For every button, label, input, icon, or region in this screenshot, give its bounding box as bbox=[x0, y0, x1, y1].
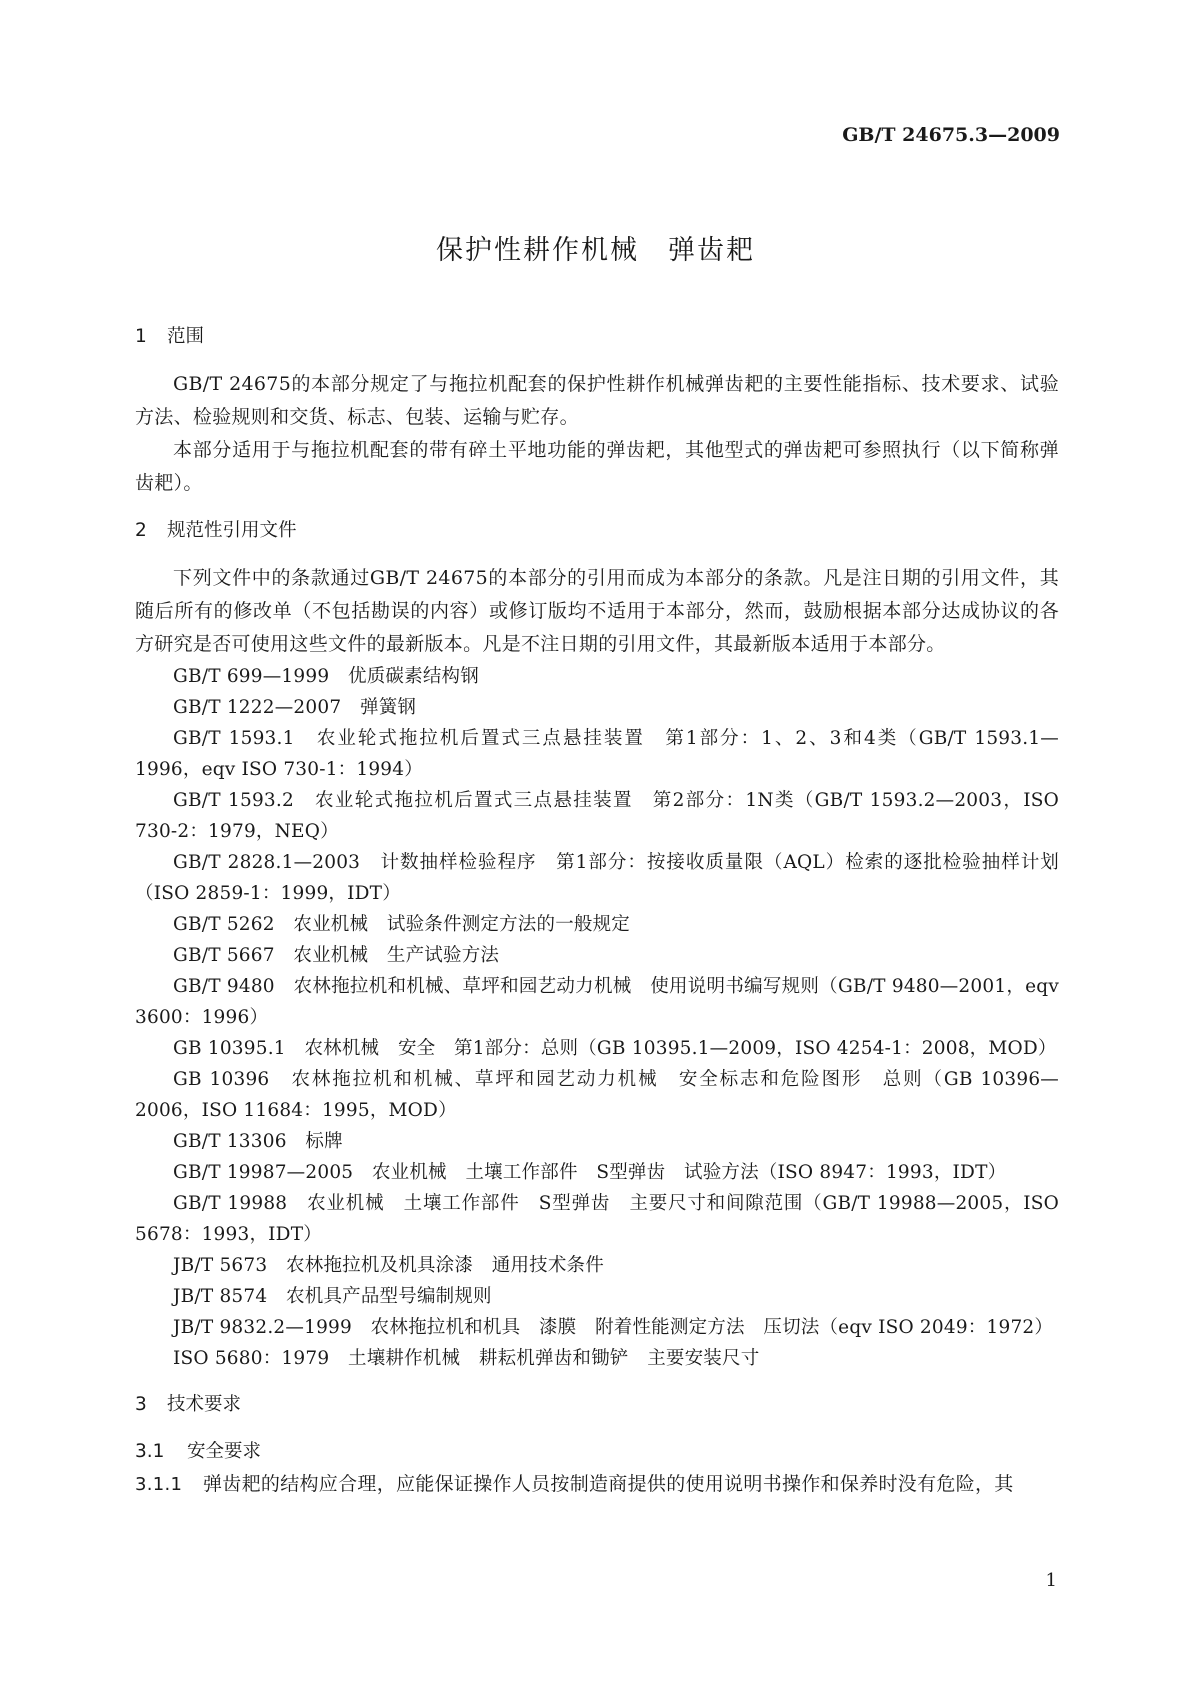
reference-item: ISO 5680：1979 土壤耕作机械 耕耘机弹齿和锄铲 主要安装尺寸 bbox=[173, 1348, 760, 1369]
document-body bbox=[135, 320, 1059, 1501]
reference-item: GB/T 19988 农业机械 土壤工作部件 S型弹齿 主要尺寸和间隙范围（GB/T 19988—2005，ISO 5678：1993，IDT） bbox=[135, 1193, 1059, 1245]
page-number: 1 bbox=[1045, 1570, 1057, 1591]
paragraph: 下列文件中的条款通过GB/T 24675的本部分的引用而成为本部分的条款。凡是注日期的引用文件，其随后所有的修改单（不包括勘误的内容）或修订版均不适用于本部分，然而，鼓励根据本部分达成协议的各方研究是否可使用这些文件的最新版本。凡是不注日期的引用文件，其最新版本适用于本部分。 bbox=[135, 567, 1059, 655]
section-title: 规范性引用文件 bbox=[167, 520, 297, 541]
clause-3-1-1 bbox=[135, 1468, 1059, 1501]
document-title: 保护性耕作机械 弹齿耙 bbox=[436, 235, 755, 266]
reference-item: JB/T 8574 农机具产品型号编制规则 bbox=[173, 1286, 492, 1307]
section-2-heading bbox=[135, 514, 1059, 548]
section-3-heading bbox=[135, 1388, 1059, 1422]
reference-item: GB/T 1222—2007 弹簧钢 bbox=[173, 697, 417, 718]
clause-text: 弹齿耙的结构应合理，应能保证操作人员按制造商提供的使用说明书操作和保养时没有危险，其 bbox=[203, 1473, 1014, 1495]
section-title: 技术要求 bbox=[167, 1394, 242, 1415]
paragraph: GB/T 24675的本部分规定了与拖拉机配套的保护性耕作机械弹齿耙的主要性能指标、技术要求、试验方法、检验规则和交货、标志、包装、运输与贮存。 bbox=[135, 373, 1059, 428]
section-number: 2 bbox=[135, 520, 147, 541]
reference-item: GB/T 2828.1—2003 计数抽样检验程序 第1部分：按接收质量限（AQL）检索的逐批检验抽样计划（ISO 2859-1：1999，IDT） bbox=[135, 852, 1059, 904]
paragraph: 本部分适用于与拖拉机配套的带有碎土平地功能的弹齿耙，其他型式的弹齿耙可参照执行（以下简称弹齿耙）。 bbox=[135, 439, 1059, 494]
reference-item: JB/T 5673 农林拖拉机及机具涂漆 通用技术条件 bbox=[173, 1255, 604, 1276]
subsection-title: 安全要求 bbox=[187, 1441, 262, 1462]
subsection-number: 3.1 bbox=[135, 1441, 165, 1462]
section-title: 范围 bbox=[167, 326, 205, 347]
section-1-heading bbox=[135, 320, 1059, 354]
section-number: 1 bbox=[135, 326, 147, 347]
reference-item: GB/T 19987—2005 农业机械 土壤工作部件 S型弹齿 试验方法（ISO 8947：1993，IDT） bbox=[173, 1162, 1007, 1183]
document-code: GB/T 24675.3—2009 bbox=[842, 124, 1060, 146]
reference-item: GB/T 699—1999 优质碳素结构钢 bbox=[173, 666, 479, 687]
clause-number: 3.1.1 bbox=[135, 1474, 183, 1495]
reference-item: GB/T 1593.2 农业轮式拖拉机后置式三点悬挂装置 第2部分：1N类（GB/T 1593.2—2003，ISO 730-2：1979，NEQ） bbox=[135, 790, 1059, 842]
reference-item: GB/T 5667 农业机械 生产试验方法 bbox=[173, 945, 500, 966]
reference-item: GB 10396 农林拖拉机和机械、草坪和园艺动力机械 安全标志和危险图形 总则（GB 10396—2006，ISO 11684：1995，MOD） bbox=[135, 1069, 1059, 1121]
reference-item: GB/T 13306 标牌 bbox=[173, 1131, 343, 1152]
section-number: 3 bbox=[135, 1394, 147, 1415]
reference-item: GB/T 1593.1 农业轮式拖拉机后置式三点悬挂装置 第1部分：1、2、3和4类（GB/T 1593.1—1996，eqv ISO 730-1：1994） bbox=[135, 728, 1059, 780]
reference-item: GB/T 5262 农业机械 试验条件测定方法的一般规定 bbox=[173, 914, 631, 935]
reference-item: JB/T 9832.2—1999 农林拖拉机和机具 漆膜 附着性能测定方法 压切法（eqv ISO 2049：1972） bbox=[173, 1317, 1054, 1338]
subsection-3-1-heading bbox=[135, 1436, 1059, 1468]
reference-item: GB 10395.1 农林机械 安全 第1部分：总则（GB 10395.1—2009，ISO 4254-1：2008，MOD） bbox=[173, 1038, 1057, 1059]
reference-item: GB/T 9480 农林拖拉机和机械、草坪和园艺动力机械 使用说明书编写规则（GB/T 9480—2001，eqv 3600：1996） bbox=[135, 976, 1059, 1028]
